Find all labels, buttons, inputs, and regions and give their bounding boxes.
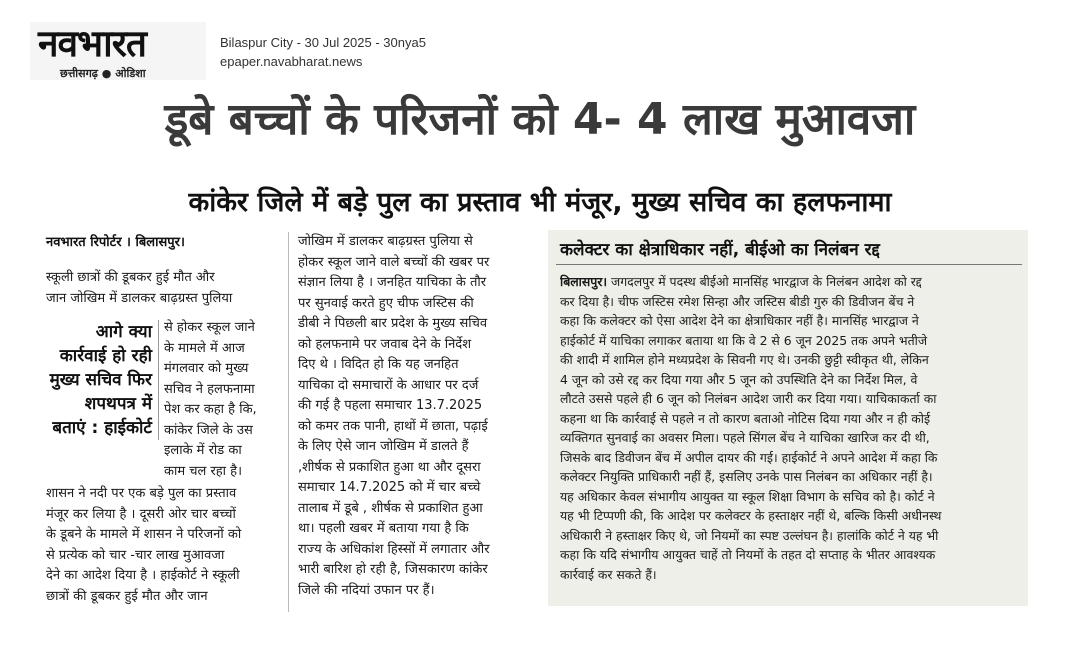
article-column-2 <box>298 232 526 601</box>
text-line: कांकेर जिले के उस <box>164 422 253 438</box>
text-line: की गई है पहला समाचार 13.7.2025 <box>298 398 483 413</box>
text-line: तालाब में डूबे , शीर्षक से प्रकाशित हुआ <box>298 500 483 516</box>
text-line: मंजूर कर लिया है । दूसरी ओर चार बच्चों <box>46 506 236 522</box>
text-line: होकर स्कूल जाने वाले बच्चों की खबर पर <box>298 254 490 270</box>
text-line: हाईकोर्ट में याचिका लगाकर बताया था कि वे 2 से 6 जून 2025 तक अपने भतीजे <box>560 332 928 348</box>
text-line: यह भी टिप्पणी की, कि आदेश पर कलेक्टर के हस्ताक्षर नहीं थे, बल्कि किसी अधीनस्थ <box>560 508 942 523</box>
text-line: जान जोखिम में डालकर बाढ़ग्रस्त पुलिया <box>46 290 233 306</box>
text-line: जिले की नदियां उफान पर हैं। <box>298 582 435 598</box>
text-line: याचिका दो समाचारों के आधार पर दर्ज <box>298 377 479 393</box>
text-line: स्कूली छात्रों की डूबकर हुई मौत और <box>46 270 215 285</box>
text-line: कहा कि कलेक्टर को ऐसा आदेश देने का क्षेत्राधिकार नहीं है। मानसिंह भारद्वाज ने <box>560 313 919 328</box>
text-line: लौटते उससे पहले ही 6 जून को निलंबन आदेश जारी कर दिया गया। याचिकाकर्ता का <box>560 391 937 406</box>
text-line: को कमर तक पानी, हाथों में छाता, पढ़ाई <box>298 418 488 434</box>
text-line: राज्य के अधिकांश हिस्सों में लगातार और <box>298 541 490 557</box>
text-line: संज्ञान लिया है । जनहित याचिका के तौर <box>298 275 487 290</box>
logo-subtitle: छत्तीसगढ़ ● ओडिशा <box>60 67 146 80</box>
text-line: जिसके बाद डिवीजन बेंच में अपील दायर की गई। हाईकोर्ट ने अपने आदेश में कहा कि <box>560 449 938 465</box>
text-line: की शादी में शामिल होने मध्यप्रदेश के सिवनी गए थे। उनकी छुट्टी स्वीकृत थी, लेकिन <box>560 352 929 367</box>
text-line: शासन ने नदी पर एक बड़े पुल का प्रस्ताव <box>46 486 237 501</box>
text-line: के डूबने के मामले में शासन ने परिजनों को <box>46 527 242 542</box>
text-line: दिए थे । विदित हो कि यह जनहित <box>298 357 459 372</box>
subheadline: कांकेर जिले में बड़े पुल का प्रस्ताव भी मंजूर, मुख्य सचिव का हलफनामा <box>188 187 892 218</box>
text-line: अधिकारी ने हस्ताक्षर किए थे, जो नियमों का स्पष्ट उल्लंघन है। हालांकि कोर्ट ने यह भी <box>560 527 939 543</box>
text-line: व्यक्तिगत सुनवाई का अवसर मिला। पहले सिंगल बेंच ने याचिका खारिज कर दी थी, <box>560 430 930 445</box>
text-line: कार्रवाई कर सकते हैं। <box>560 566 657 582</box>
headline: डूबे बच्चों के परिजनों को 4- 4 लाख मुआवजा <box>164 94 916 145</box>
text-line: 4 जून को उसे रद्द कर दिया गया और 5 जून को उपस्थिति देने का निर्देश मिल, वे <box>560 371 918 387</box>
text-line: काम चल रहा है। <box>164 463 243 479</box>
text-line: भारी बारिश हो रही है, जिसकारण कांकेर <box>298 562 488 577</box>
article-column-1-bottom <box>46 484 278 607</box>
newspaper-logo: नवभारत <box>38 22 146 65</box>
sidebar-story-title: कलेक्टर का क्षेत्राधिकार नहीं, बीईओ का निलंबन रद्द <box>560 240 880 260</box>
text-line-rest: जगदलपुर में पदस्थ बीईओ मानसिंह भारद्वाज के निलंबन आदेश को रद्द <box>607 274 922 289</box>
text-line: डीबी ने पिछली बार प्रदेश के मुख्य सचिव <box>298 316 488 331</box>
pull-quote: आगे क्या कार्रवाई हो रही मुख्य सचिव फिर शपथपत्र में बताएं : हाईकोर्ट <box>46 320 159 440</box>
text-line: कहा कि यदि संभागीय आयुक्त चाहें तो नियमों के तहत दो सप्ताह के भीतर आवश्यक <box>560 547 936 562</box>
text-line: जोखिम में डालकर बाढ़ग्रस्त पुलिया से <box>298 234 473 249</box>
text-line: से होकर स्कूल जाने <box>164 320 255 335</box>
site-link[interactable]: epaper.navabharat.news <box>220 54 363 69</box>
text-line: इलाके में रोड का <box>164 443 242 458</box>
text-line: के लिए ऐसे जान जोखिम में डालते हैं <box>298 439 469 454</box>
dateline: बिलासपुर। <box>560 274 608 289</box>
text-line: को हलफनामे पर जवाब देने के निर्देश <box>298 336 472 352</box>
text-line: ,शीर्षक से प्रकाशित हुआ था और दूसरा <box>298 459 481 475</box>
text-line: से प्रत्येक को चार -चार लाख मुआवजा <box>46 547 225 563</box>
byline: नवभारत रिपोर्टर । बिलासपुर। <box>46 235 185 250</box>
article-column-1-top <box>46 268 278 309</box>
text-line <box>560 272 1022 292</box>
text-line: पर सुनवाई करते हुए चीफ जस्टिस की <box>298 295 474 311</box>
text-line: कहना था कि कार्रवाई से पहले न तो कारण बताओ नोटिस दिया गया और न ही कोई <box>560 410 931 426</box>
text-line: था। पहली खबर में बताया गया है कि <box>298 521 469 536</box>
text-line: देने का आदेश दिया है । हाईकोर्ट ने स्कूली <box>46 568 240 583</box>
text-line: समाचार 14.7.2025 को में चार बच्चे <box>298 480 481 495</box>
sidebar-story-body <box>560 272 1022 584</box>
column-divider <box>288 232 289 612</box>
text-line: छात्रों की डूबकर हुई मौत और जान <box>46 588 208 604</box>
text-line: के मामले में आज <box>164 340 245 356</box>
text-line: सचिव ने हलफनामा <box>164 381 255 397</box>
text-line: पेश कर कहा है कि, <box>164 402 257 417</box>
sidebar-title-rule <box>556 264 1022 265</box>
text-line: यह अधिकार केवल संभागीय आयुक्त या स्कूल शिक्षा विभाग के सचिव को है। कोर्ट ने <box>560 488 935 504</box>
article-column-1-mid <box>164 318 278 482</box>
text-line: कर दिया है। चीफ जस्टिस रमेश सिन्हा और जस्टिस बीडी गुरु की डिवीजन बेंच ने <box>560 293 915 309</box>
text-line: मंगलवार को मुख्य <box>164 361 249 376</box>
edition-line: Bilaspur City - 30 Jul 2025 - 30nya5 <box>220 35 426 50</box>
text-line: कलेक्टर नियुक्ति प्राधिकारी नहीं हैं, इसलिए उनके पास निलंबन का अधिकार नहीं है। <box>560 469 933 484</box>
